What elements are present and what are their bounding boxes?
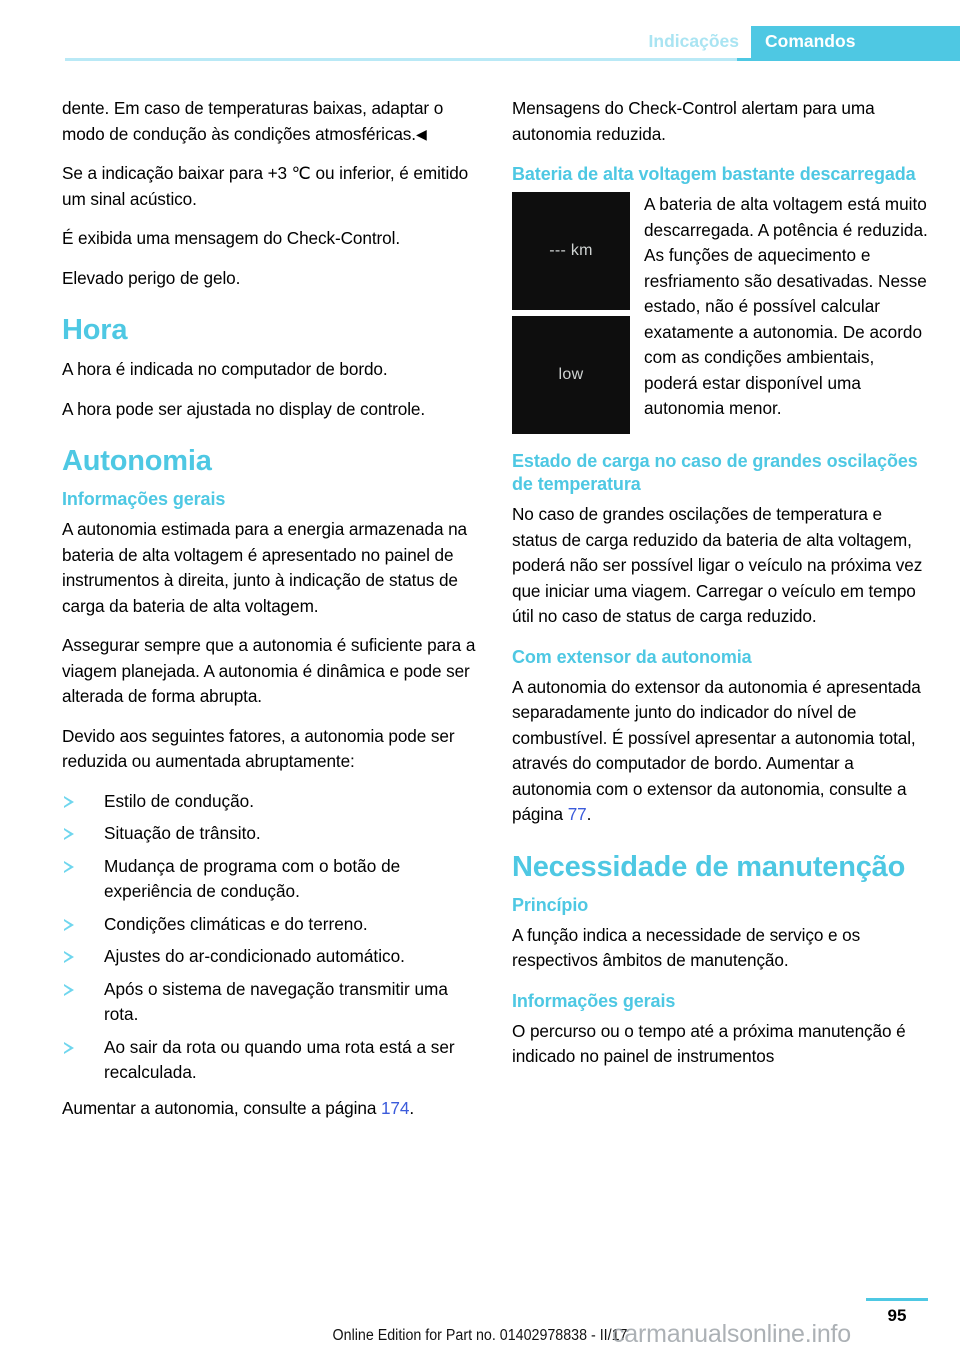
page-footer — [0, 1282, 960, 1362]
extensor-text-suffix: . — [586, 804, 592, 824]
page-number: 95 — [887, 1306, 907, 1325]
figure-display-range-label: --- km — [549, 242, 593, 259]
paragraph-autonomia-1: A autonomia estimada para a energia armazenada na bateria de alta voltagem é apresentado no painel de instrumentos à direita, junto à indicação de status de carga da bateria de alta voltagem. — [62, 519, 468, 616]
paragraph-temp-alert: Se a indicação baixar para +3 ℃ ou inferior, é emitido um sinal acústico. — [62, 163, 469, 209]
figure-image-stack — [512, 192, 630, 434]
paragraph-autonomia-3: Devido aos seguintes fatores, a autonomia pode ser reduzida ou aumentada abruptamente: — [62, 725, 455, 771]
subheading-bateria-descarregada: Bateria de alta voltagem bastante descarregada — [512, 164, 916, 184]
paragraph-extensor-autonomia — [512, 675, 928, 828]
triangle-bullet-icon — [64, 861, 74, 873]
heading-autonomia: Autonomia — [62, 445, 212, 477]
triangle-bullet-icon — [64, 828, 74, 840]
edition-notice: Online Edition for Part no. 01402978838 - II/17 — [332, 1327, 628, 1344]
list-item-label: Ajustes do ar-condicionado automático. — [104, 946, 405, 966]
paragraph-ice-warning: Elevado perigo de gelo. — [62, 267, 241, 288]
figure-display-low-label: low — [558, 366, 584, 383]
tab-indicacoes[interactable]: Indicações — [635, 26, 751, 58]
paragraph-hora-1: A hora é indicada no computador de bordo. — [62, 359, 388, 379]
paragraph-autonomia-2: Assegurar sempre que a autonomia é suficiente para a viagem planejada. A autonomia é dinâmica e pode ser alterada de forma abrupta. — [62, 635, 476, 706]
page-header — [0, 0, 960, 60]
list-item-label: Mudança de programa com o botão de experiência de condução. — [104, 855, 401, 901]
figure-display-range — [512, 192, 630, 310]
paragraph-hora-2: A hora pode ser ajustada no display de controle. — [62, 398, 426, 419]
list-item — [62, 944, 476, 970]
page-reference-link[interactable]: 174 — [380, 1097, 410, 1118]
list-item — [62, 977, 476, 1028]
list-item-label: Condições climáticas e do terreno. — [104, 913, 368, 934]
list-item — [62, 912, 476, 938]
subheading-principio: Princípio — [512, 894, 589, 915]
paragraph-continuation — [62, 96, 476, 147]
paragraph-checkcontrol: É exibida uma mensagem do Check-Control. — [62, 228, 401, 248]
subheading-informacoes-gerais: Informações gerais — [62, 489, 226, 509]
subheading-informacoes-gerais-manutencao: Informações gerais — [512, 990, 676, 1011]
paragraph-informacoes-gerais-manutencao: O percurso ou o tempo até a próxima manutenção é indicado no painel de instrumentos — [512, 1020, 906, 1066]
header-divider-accent — [737, 58, 960, 61]
back-reference-marker: ◀ — [415, 125, 427, 142]
figure-description-text: A bateria de alta voltagem está muito descarregada. A potência é reduzida. As funções de aquecimento e resfriamento são desativadas. Nesse estado, não é possível calcular exatamente a autonomia. De acordo com as condições ambientais, poderá estar disponível uma autonomia menor. — [644, 194, 928, 418]
subheading-estado-carga: Estado de carga no caso de grandes oscilações de temperatura — [512, 451, 918, 494]
tab-comandos[interactable]: Comandos — [751, 26, 960, 58]
paragraph-continuation-text: dente. Em caso de temperaturas baixas, adaptar o modo de condução às condições atmosféricas. — [62, 98, 444, 144]
list-item — [62, 854, 476, 905]
triangle-bullet-icon — [64, 1042, 74, 1054]
list-item-label: Após o sistema de navegação transmitir uma rota. — [104, 978, 448, 1024]
heading-necessidade-manutencao: Necessidade de manutenção — [512, 850, 906, 883]
extensor-text-prefix: A autonomia do extensor da autonomia é apresentada separadamente junto do indicador do nível de combustível. É possível apresentar a autonomia total, através do computador de bordo. Aumentar a autonomia com o extensor da autonomia, consulte a página — [512, 676, 921, 824]
triangle-bullet-icon — [64, 984, 74, 996]
paragraph-estado-carga: No caso de grandes oscilações de temperatura e status de carga reduzido da bateria de alta voltagem, poderá não ser possível ligar o veículo na próxima vez que iniciar uma viagem. Carregar o veículo em tempo útil no caso de status de carga reduzido. — [512, 504, 923, 626]
figure-block-battery — [512, 192, 928, 434]
paragraph-checkcontrol-messages: Mensagens do Check-Control alertam para uma autonomia reduzida. — [512, 98, 875, 144]
factors-list — [62, 789, 476, 1086]
triangle-bullet-icon — [64, 796, 74, 808]
watermark-text: carmanualsonline.info — [612, 1320, 852, 1348]
list-item-label: Estilo de condução. — [104, 790, 255, 811]
triangle-bullet-icon — [64, 919, 74, 931]
right-column — [512, 96, 928, 1070]
list-item — [62, 789, 476, 815]
list-item — [62, 1035, 476, 1086]
left-column — [62, 96, 476, 1135]
cross-reference-suffix: . — [409, 1097, 415, 1118]
footer-accent-rule — [866, 1298, 928, 1301]
list-item — [62, 821, 476, 847]
list-item-label: Ao sair da rota ou quando uma rota está a ser recalculada. — [104, 1036, 455, 1082]
header-tab-group — [635, 26, 960, 58]
list-item-label: Situação de trânsito. — [104, 823, 261, 843]
figure-display-low — [512, 316, 630, 434]
subheading-extensor-autonomia: Com extensor da autonomia — [512, 646, 752, 667]
paragraph-principio: A função indica a necessidade de serviço e os respectivos âmbitos de manutenção. — [512, 924, 861, 970]
heading-hora: Hora — [62, 314, 128, 346]
cross-reference-prefix: Aumentar a autonomia, consulte a página — [62, 1097, 381, 1118]
page-reference-link[interactable]: 77 — [567, 804, 587, 824]
triangle-bullet-icon — [64, 951, 74, 963]
paragraph-cross-reference — [62, 1096, 476, 1122]
